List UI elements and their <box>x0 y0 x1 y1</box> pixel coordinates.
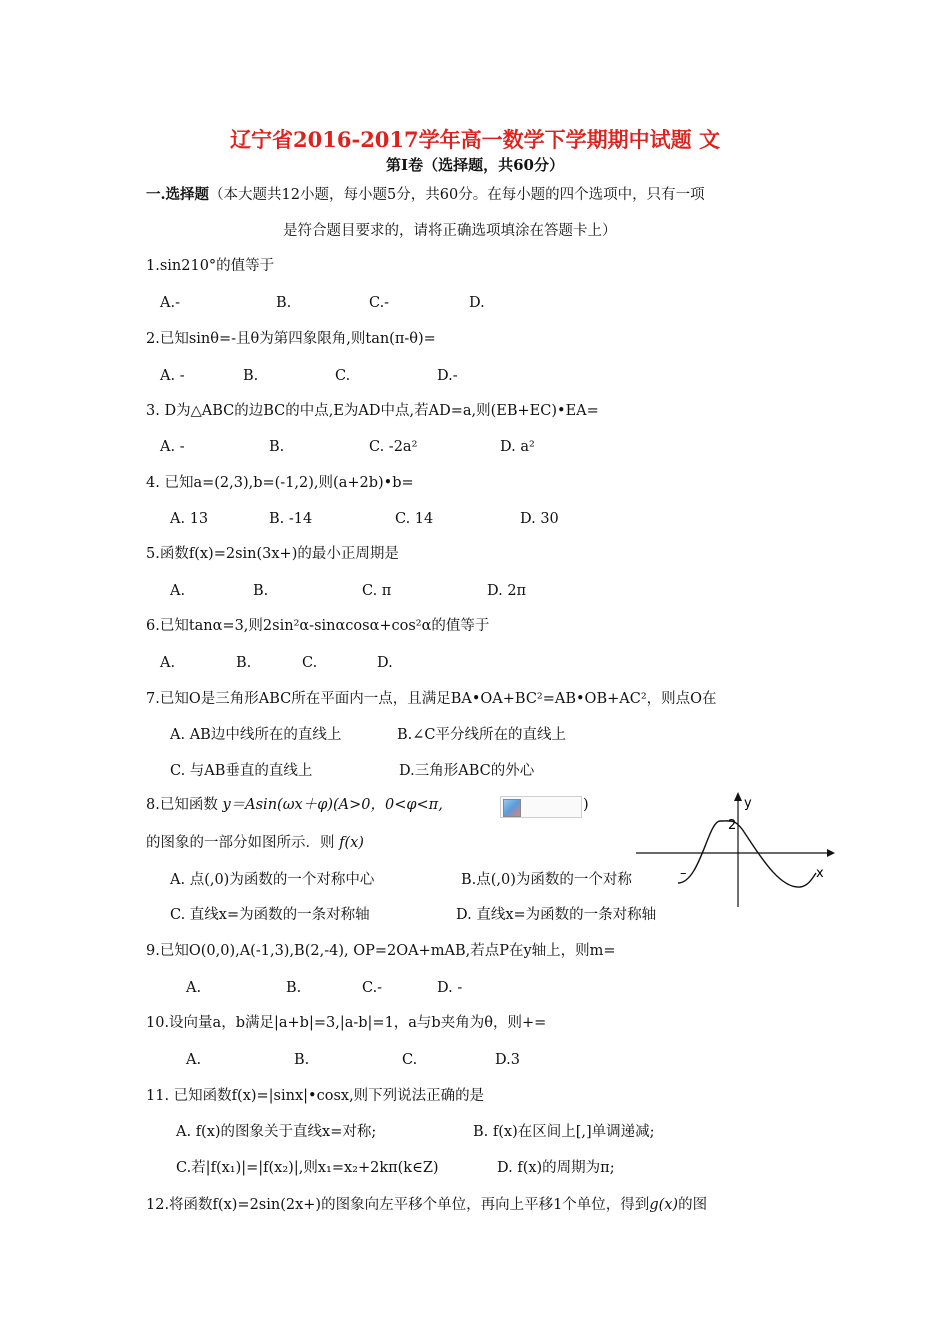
q8-stem-close: ) <box>583 797 589 813</box>
q3-option-a: A. - <box>160 439 185 455</box>
q3-option-c: C. -2a² <box>369 439 418 455</box>
q1-option-c: C.- <box>369 295 390 311</box>
question-5-stem: 5.函数f(x)=2sin(3x+)的最小正周期是 <box>146 546 399 562</box>
q6-option-d: D. <box>377 655 393 671</box>
q4-option-d: D. 30 <box>520 511 559 527</box>
section-subtitle: 第Ⅰ卷（选择题，共60分） <box>386 156 564 174</box>
q8-stem-line-2 <box>146 834 364 852</box>
q8-stem-d: 的图象的一部分如图所示．则 <box>146 835 335 851</box>
q11-option-b: B. f(x)在区间上[,]单调递减; <box>473 1124 655 1140</box>
q9-option-d: D. - <box>437 980 463 996</box>
q2-option-c: C. <box>335 368 351 384</box>
q7-option-a: A. AB边中线所在的直线上 <box>170 727 342 743</box>
q6-option-a: A. <box>160 655 176 671</box>
q2-option-a: A. - <box>160 368 185 384</box>
q8-option-a: A. 点(,0)为函数的一个对称中心 <box>170 872 375 888</box>
question-2-stem: 2.已知sinθ=-且θ为第四象限角,则tan(π-θ)= <box>146 331 436 347</box>
y-axis-label: y <box>744 796 752 811</box>
q4-option-c: C. 14 <box>395 511 434 527</box>
instructions-line-1: （本大题共12小题，每小题5分，共60分。在每小题的四个选项中，只有一项 <box>209 187 705 203</box>
q1-option-d: D. <box>469 295 485 311</box>
q7-option-b: B.∠C平分线所在的直线上 <box>397 727 567 743</box>
q5-option-d: D. 2π <box>487 583 527 599</box>
sine-curve <box>678 821 816 887</box>
q5-option-b: B. <box>253 583 269 599</box>
q8-formula: y＝Asin(ωx＋φ)(A>0，0<φ<π, <box>222 797 443 813</box>
q2-option-b: B. <box>243 368 259 384</box>
question-9-stem: 9.已知O(0,0),A(-1,3),B(2,-4), OP=2OA+mAB,若点P在y轴上，则m= <box>146 943 616 959</box>
y-axis-arrow <box>734 792 742 801</box>
q12-stem-a: 12.将函数f(x)=2sin(2x+)的图象向左平移个单位，再向上平移1个单位，得到 <box>146 1197 650 1213</box>
x-axis-label: x <box>816 866 824 881</box>
question-10-stem: 10.设向量a，b满足|a+b|=3,|a-b|=1，a与b夹角为θ，则+= <box>146 1015 547 1031</box>
q4-option-a: A. 13 <box>170 511 209 527</box>
q10-option-d: D.3 <box>495 1052 520 1068</box>
question-11-stem: 11. 已知函数f(x)=|sinx|•cosx,则下列说法正确的是 <box>146 1088 485 1104</box>
q8-option-b: B.点(,0)为函数的一个对称 <box>461 872 632 888</box>
image-icon <box>503 799 521 817</box>
q1-option-a: A.- <box>160 295 180 311</box>
peak-label: 2 <box>728 818 737 833</box>
q11-option-d: D. f(x)的周期为π; <box>497 1160 615 1176</box>
sine-graph <box>630 785 840 910</box>
question-12-stem <box>146 1196 707 1214</box>
q8-option-d: D. 直线x=为函数的一条对称轴 <box>456 907 657 923</box>
q12-stem-b: g(x) <box>649 1197 679 1213</box>
q10-option-a: A. <box>186 1052 202 1068</box>
q10-option-b: B. <box>294 1052 310 1068</box>
q7-option-c: C. 与AB垂直的直线上 <box>170 763 313 779</box>
q6-option-b: B. <box>236 655 252 671</box>
q9-option-b: B. <box>286 980 302 996</box>
q9-option-a: A. <box>186 980 202 996</box>
q3-option-b: B. <box>269 439 285 455</box>
q11-option-a: A. f(x)的图象关于直线x=对称; <box>176 1124 377 1140</box>
q8-option-c: C. 直线x=为函数的一条对称轴 <box>170 907 370 923</box>
q8-stem-a: 8.已知函数 <box>146 797 218 813</box>
question-7-stem: 7.已知O是三角形ABC所在平面内一点，且满足BA•OA+BC²=AB•OB+AC²，则点O在 <box>146 691 717 707</box>
page-title: 辽宁省2016-2017学年高一数学下学期期中试题 文 <box>230 127 720 152</box>
question-8-stem <box>146 796 443 814</box>
section-heading: 一.选择题 <box>146 186 210 203</box>
negative-tick-label: – <box>680 866 687 881</box>
q7-option-d: D.三角形ABC的外心 <box>399 763 535 779</box>
q1-option-b: B. <box>276 295 292 311</box>
q8-stem-e: f(x) <box>339 835 364 851</box>
q12-stem-c: 的图 <box>678 1197 708 1213</box>
q9-option-c: C.- <box>362 980 383 996</box>
broken-image-placeholder <box>500 796 582 818</box>
question-3-stem: 3. D为△ABC的边BC的中点,E为AD中点,若AD=a,则(EB+EC)•EA= <box>146 403 599 419</box>
q11-option-c: C.若|f(x₁)|=|f(x₂)|,则x₁=x₂+2kπ(k∈Z) <box>176 1160 439 1176</box>
section-intro <box>146 186 705 204</box>
x-axis-arrow <box>827 849 835 857</box>
question-1-stem: 1.sin210°的值等于 <box>146 258 275 274</box>
q4-option-b: B. -14 <box>269 511 313 527</box>
q3-option-d: D. a² <box>500 439 535 455</box>
q10-option-c: C. <box>402 1052 418 1068</box>
q2-option-d: D.- <box>437 368 458 384</box>
q5-option-a: A. <box>170 583 186 599</box>
question-4-stem: 4. 已知a=(2,3),b=(-1,2),则(a+2b)•b= <box>146 475 414 491</box>
question-6-stem: 6.已知tanα=3,则2sin²α-sinαcosα+cos²α的值等于 <box>146 618 490 634</box>
q6-option-c: C. <box>302 655 318 671</box>
q5-option-c: C. π <box>362 583 392 599</box>
instructions-line-2: 是符合题目要求的，请将正确选项填涂在答题卡上） <box>283 223 617 239</box>
